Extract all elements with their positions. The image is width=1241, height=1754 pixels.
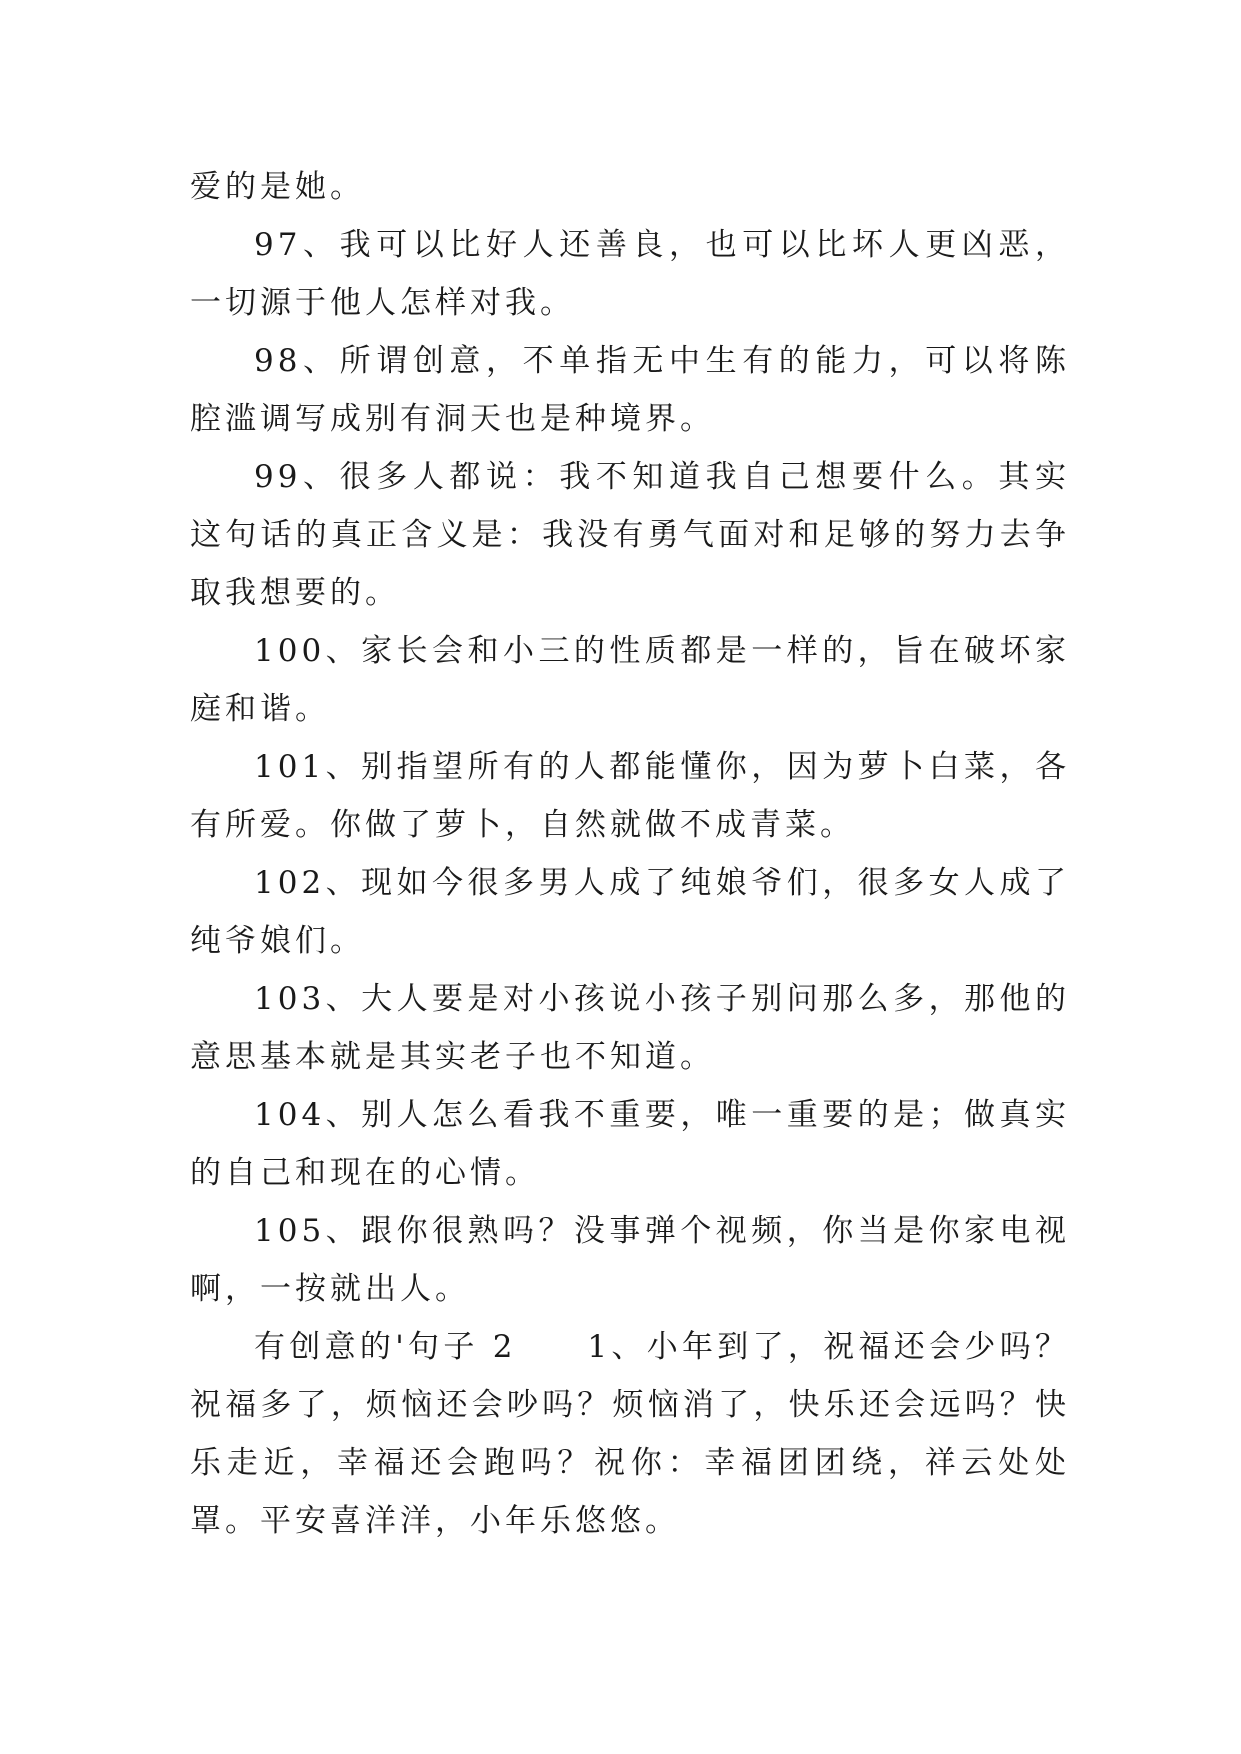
paragraph-104: 104、别人怎么看我不重要，唯一重要的是；做真实的自己和现在的心情。	[190, 1097, 1070, 1191]
paragraph-section-2: 有创意的'句子 2 1、小年到了，祝福还会少吗？祝福多了，烦恼还会吵吗？烦恼消了，快乐还会远吗？快乐走近，幸福还会跑吗？祝你：幸福团团绕，祥云处处罩。平安喜洋洋，小年乐悠悠。	[190, 1329, 1070, 1539]
paragraph-continuation: 爱的是她。	[190, 169, 365, 205]
paragraph-98: 98、所谓创意，不单指无中生有的能力，可以将陈腔滥调写成别有洞天也是种境界。	[190, 343, 1070, 437]
paragraph-105: 105、跟你很熟吗？没事弹个视频，你当是你家电视啊，一按就出人。	[190, 1213, 1070, 1307]
paragraph-102: 102、现如今很多男人成了纯娘爷们，很多女人成了纯爷娘们。	[190, 865, 1070, 959]
document-body	[190, 158, 1070, 1550]
paragraph-103: 103、大人要是对小孩说小孩子别问那么多，那他的意思基本就是其实老子也不知道。	[190, 981, 1070, 1075]
paragraph-101: 101、别指望所有的人都能懂你，因为萝卜白菜，各有所爱。你做了萝卜，自然就做不成青菜。	[190, 749, 1070, 843]
paragraph-99: 99、很多人都说：我不知道我自己想要什么。其实这句话的真正含义是：我没有勇气面对和足够的努力去争取我想要的。	[190, 459, 1070, 611]
paragraph-97: 97、我可以比好人还善良，也可以比坏人更凶恶，一切源于他人怎样对我。	[190, 227, 1070, 321]
paragraph-100: 100、家长会和小三的性质都是一样的，旨在破坏家庭和谐。	[190, 633, 1070, 727]
